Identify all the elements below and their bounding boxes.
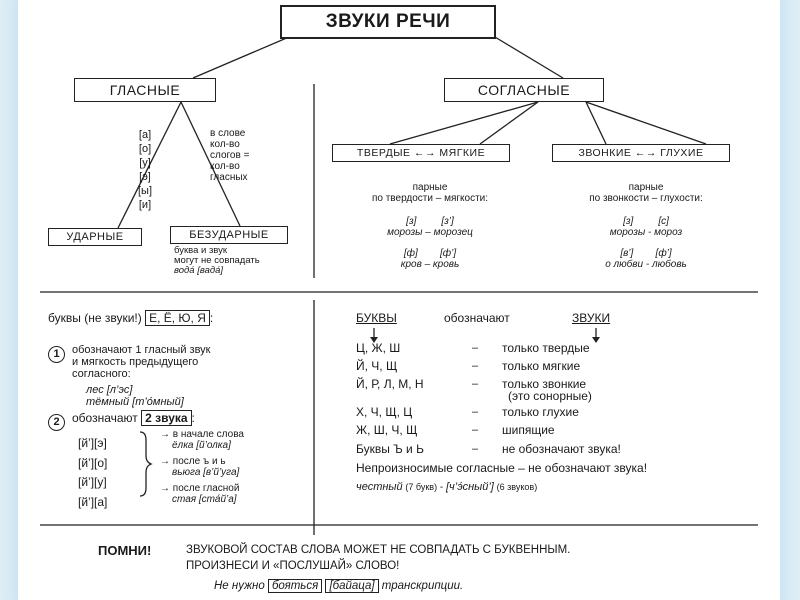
row-sounds: только мягкие	[502, 359, 581, 373]
row-dash: –	[472, 342, 479, 354]
vowels-box	[74, 78, 216, 102]
letters-row	[356, 378, 424, 391]
letters-row	[356, 406, 412, 419]
example-words: кров – кровь	[400, 259, 460, 270]
consonants-label: СОГЛАСНЫЕ	[477, 82, 571, 98]
vowel-sound: [у]	[139, 157, 151, 169]
letter-count: (7 букв)	[405, 482, 438, 492]
example-words: морозы - мороз	[609, 227, 683, 238]
pairs-title: по звонкости – глухости:	[589, 193, 703, 204]
vowel-sound-list	[138, 128, 152, 212]
note-line: в слове	[210, 128, 246, 139]
vowel-sound: [и]	[138, 199, 152, 211]
rule-two-text	[72, 412, 195, 425]
note-line: кол-во	[210, 161, 240, 172]
example-words: о любви - любовь	[605, 259, 687, 270]
note-line: буква и звук	[174, 245, 228, 256]
iotation-cases	[160, 430, 244, 505]
example-word: честный	[356, 481, 403, 493]
row-letters: Й, Р, Л, М, Н	[356, 377, 424, 391]
pairs-title: по твердости – мягкости:	[371, 193, 489, 204]
page-title: ЗВУКИ РЕЧИ	[325, 11, 451, 32]
footer-text: транскрипции.	[381, 580, 464, 592]
row-dash: –	[472, 378, 479, 390]
signs-row	[356, 443, 424, 456]
separator: -	[439, 482, 444, 493]
hard-soft-label: ТВЕРДЫЕ ←→ МЯГКИЕ	[356, 147, 486, 159]
row-letters: Ж, Ш, Ч, Щ	[356, 423, 418, 437]
title-box	[280, 5, 496, 39]
letters-heading: БУКВЫ	[356, 311, 397, 325]
unstressed-box	[170, 226, 288, 244]
sound-pair: [й’][у]	[78, 475, 107, 489]
hard-soft-pairs	[330, 182, 530, 270]
stressed-label: УДАРНЫЕ	[66, 231, 124, 243]
example-sounds: [з] [с]	[623, 216, 669, 227]
sound-count: (6 звуков)	[496, 482, 538, 492]
vowel-sound: [а]	[138, 129, 152, 141]
signs-dash: –	[472, 443, 479, 455]
colon: :	[209, 311, 214, 325]
vowel-sound: [ы]	[138, 185, 153, 197]
rule-two	[48, 412, 65, 431]
note-line: кол-во	[210, 139, 240, 150]
row-letters: Х, Ч, Щ, Ц	[356, 405, 413, 419]
footer-word: бояться	[268, 579, 322, 593]
sound-pair: [й’][о]	[78, 455, 108, 470]
row-sounds: только твердые	[502, 341, 590, 355]
case-item: → в начале слова ёлка [й’олка]	[160, 429, 244, 451]
unstressed-example: вода́ [вада́]	[174, 265, 224, 276]
footer-transcription: [байаца]	[325, 579, 378, 593]
letters-row	[356, 342, 400, 355]
voiced-voiceless-label: ЗВОНКИЕ ←→ ГЛУХИЕ	[578, 147, 704, 159]
row-dash: –	[472, 424, 479, 436]
rule-text: обозначают	[72, 411, 138, 425]
row-letters: Ц, Ж, Ш	[356, 341, 401, 355]
note-line: могут не совпадать	[174, 255, 260, 266]
footer-text: Не нужно	[214, 580, 265, 592]
rule-line: и мягкость предыдущего	[72, 356, 199, 368]
stressed-box	[48, 228, 142, 246]
iotated-intro	[48, 312, 213, 325]
pairs-title: парные	[628, 182, 664, 193]
signs-text: не обозначают звука!	[502, 442, 621, 456]
unstressed-note	[174, 246, 260, 276]
hard-soft-box	[332, 144, 510, 162]
case-when: после ъ и ь	[172, 456, 226, 467]
pairs-title: парные	[412, 182, 448, 193]
example-sounds: [ф] [ф’]	[403, 248, 457, 259]
letters-row	[356, 360, 397, 373]
voiced-voiceless-box	[552, 144, 730, 162]
footer-line-2: ПРОИЗНЕСИ И «ПОСЛУШАЙ» СЛОВО!	[186, 560, 400, 572]
unpronounced-rule: Непроизносимые согласные – не обозначают звука!	[356, 461, 648, 475]
example-row	[356, 482, 537, 493]
sound-pairs	[78, 434, 107, 512]
vowel-sound: [э]	[139, 171, 151, 183]
rule-number: 1	[48, 346, 65, 363]
vowels-label: ГЛАСНЫЕ	[109, 82, 181, 98]
row-dash: –	[472, 360, 479, 372]
example-sounds: [з] [з’]	[406, 216, 454, 227]
rule-line: согласного:	[72, 368, 131, 380]
row-letters: Й, Ч, Щ	[356, 359, 398, 373]
voice-pairs	[546, 182, 746, 270]
footer-line-1: ЗВУКОВОЙ СОСТАВ СЛОВА МОЖЕТ НЕ СОВПАДАТЬ С БУКВЕННЫМ.	[186, 544, 571, 556]
letters-row	[356, 424, 417, 437]
case-example: вьюга [в’й’уга]	[172, 466, 240, 478]
syllable-rule-note	[210, 128, 249, 183]
two-sounds-box: 2 звука	[141, 410, 191, 426]
case-example: ёлка [й’олка]	[172, 439, 231, 451]
sound-pair: [й’][а]	[78, 494, 108, 509]
row-sounds: шипящие	[502, 423, 555, 437]
example-line: лес [л’эс]	[86, 384, 133, 396]
example-line: тёмный [т’о́мный]	[86, 396, 184, 408]
worksheet	[18, 0, 780, 600]
row-sounds: только глухие	[502, 405, 579, 419]
sounds-heading: ЗВУКИ	[572, 311, 611, 325]
case-example: стая [ста́й’а]	[172, 493, 237, 505]
rule-one-text	[72, 344, 210, 380]
unstressed-label: БЕЗУДАРНЫЕ	[189, 229, 269, 241]
rule-number: 2	[48, 414, 65, 431]
rule-one	[48, 344, 65, 363]
sound-pair: [й’][э]	[78, 436, 107, 450]
consonants-box	[444, 78, 604, 102]
case-when: в начале слова	[172, 429, 244, 440]
colon: :	[191, 411, 195, 425]
note-line: гласных	[210, 172, 248, 183]
transcription: [ч’э́сный’]	[446, 481, 494, 493]
signs-letters: Буквы Ъ и Ь	[356, 442, 424, 456]
case-when: после гласной	[172, 483, 240, 494]
row-sounds: только звонкие	[502, 377, 587, 391]
iotated-letters: Е, Ё, Ю, Я	[145, 310, 210, 326]
rule-line: обозначают 1 гласный звук	[72, 344, 211, 356]
example-words: морозы – морозец	[387, 227, 473, 238]
note-line: слогов =	[210, 150, 250, 161]
sonor-note: (это сонорные)	[508, 389, 592, 403]
row-dash: –	[472, 406, 479, 418]
vowel-sound: [о]	[138, 143, 152, 155]
footer-line-3	[214, 580, 463, 592]
intro-text: буквы (не звуки!)	[48, 311, 142, 325]
means-heading: обозначают	[444, 311, 510, 325]
example-sounds: [в’] [ф’]	[620, 248, 672, 259]
remember-label: ПОМНИ!	[98, 543, 152, 558]
rule-one-examples	[86, 384, 184, 408]
case-item: → после гласной стая [ста́й’а]	[160, 484, 244, 505]
case-item: → после ъ и ь вьюга [в’й’уга]	[160, 457, 244, 478]
